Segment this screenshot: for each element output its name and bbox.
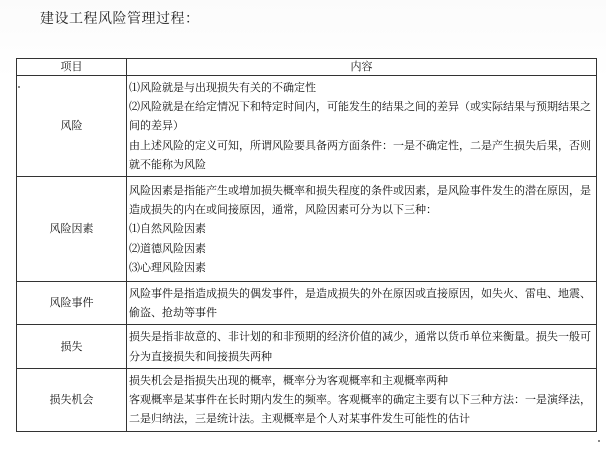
- page-title: 建设工程风险管理过程：: [40, 11, 200, 27]
- content-line: ⑵风险就是在给定情况下和特定时间内，可能发生的结果之间的差异（或实际结果与预期结果之间的差异）: [129, 100, 591, 133]
- content-line: 风险事件是指造成损失的偶发事件，是造成损失的外在原因或直接原因，如失火、雷电、地震、偷盗、抢劫等事件: [129, 287, 591, 320]
- content-line: ⑴风险就是与出现损失有关的不确定性: [129, 81, 316, 94]
- row-item-label: 风险: [17, 76, 127, 177]
- row-content: [127, 177, 597, 282]
- table-row-risk-factor: [17, 177, 597, 282]
- scan-dot: [18, 86, 20, 88]
- content-line: ⑵道德风险因素: [129, 241, 206, 255]
- risk-terms-table-container: [16, 58, 596, 432]
- content-line: 由上述风险的定义可知，所谓风险要具备两方面条件：一是不确定性，二是产生损失后果，否则就不能称为风险: [129, 138, 591, 171]
- table-row-loss: [17, 325, 597, 368]
- content-line: 客观概率是某事件在长时期内发生的频率。客观概率的确定主要有以下三种方法：一是演绎法，二是归纳法，三是统计法。主观概率是个人对某事件发生可能性的估计: [129, 393, 591, 426]
- table-row-risk: [17, 76, 597, 177]
- row-content: [127, 76, 597, 177]
- header-item: 项目: [17, 59, 127, 76]
- row-item-label: 损失: [17, 325, 127, 368]
- table-header-row: [17, 59, 597, 76]
- table-row-risk-event: [17, 282, 597, 325]
- content-line: 损失机会是指损失出现的概率，概率分为客观概率和主观概率两种: [129, 374, 448, 388]
- row-content: [127, 325, 597, 368]
- row-content: [127, 282, 597, 325]
- row-item-label: 损失机会: [17, 368, 127, 431]
- table-row-loss-chance: [17, 368, 597, 431]
- header-content: 内容: [127, 59, 597, 76]
- content-line: ⑴自然风险因素: [129, 222, 206, 236]
- scan-dot: [598, 440, 600, 442]
- content-line: 风险因素是指能产生或增加损失概率和损失程度的条件或因素，是风险事件发生的潜在原因，是造成损失的内在或间接原因，通常，风险因素可分为以下三种：: [129, 184, 591, 217]
- row-content: [127, 368, 597, 431]
- content-line: ⑶心理风险因素: [129, 260, 206, 274]
- row-item-label: 风险因素: [17, 177, 127, 282]
- risk-terms-table: [16, 58, 597, 432]
- row-item-label: 风险事件: [17, 282, 127, 325]
- content-line: 损失是指非故意的、非计划的和非预期的经济价值的减少，通常以货币单位来衡量。损失一般可分为直接损失和间接损失两种: [129, 330, 591, 363]
